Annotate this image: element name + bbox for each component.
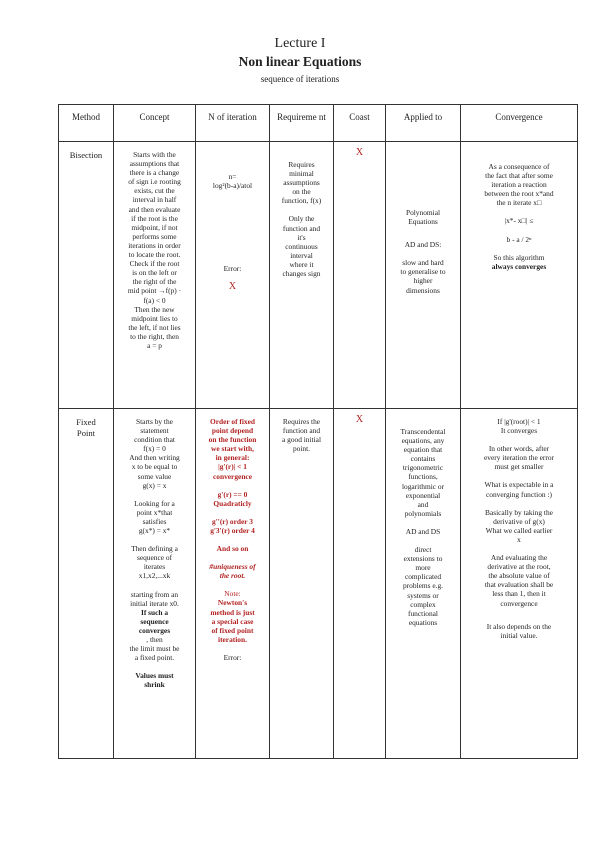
fixed-point-iterations-cell [196,409,270,759]
text-line: and [417,499,429,509]
fixed-point-convergence-a [464,417,574,435]
fixed-point-applied-c [389,545,457,627]
text-line: f(x) = 0 [143,444,166,454]
fixed-point-iter-e [199,562,266,580]
fixed-point-applied-b: AD and DS [405,526,441,536]
text-line: iteration. [218,634,247,644]
text-line: performs some [132,231,177,241]
text-line: if the root is the [131,213,178,223]
text-line: sequence [140,616,169,626]
text-line: where it [289,259,314,269]
bisection-concept-text [117,150,192,350]
column-header-coast: Coast [334,105,386,142]
text-line: mid point →f(p) · [127,286,182,296]
text-line: direct [414,545,432,555]
text-line: method is just [210,607,255,617]
text-line: g(x*) = x* [138,526,171,536]
text-line: systems or [407,590,439,600]
text-line: a = p [147,340,162,350]
text-line: the left, if not lies [128,322,181,332]
text-line: function and [282,426,321,436]
text-line: the right of the [132,277,177,287]
text-line: equations, any [401,436,445,446]
text-line: function and [282,223,321,233]
text-line: contains [410,454,436,464]
text-line: g'(r) == 0 [217,489,248,499]
page-subtitle: sequence of iterations [260,74,340,84]
bisection-coast-mark: X [355,147,364,158]
column-header-iterations: N of iteration [196,105,270,142]
text-line: Polynomial [405,208,441,217]
text-line: What is expectable in a [484,480,554,490]
text-line: functional [408,608,438,618]
text-line: If |g'(root)| < 1 [497,417,541,426]
text-line: condition that [134,435,175,445]
text-line: x to be equal to [131,462,178,472]
bisection-convergence-cell [461,142,578,409]
text-line: point depend [211,426,254,436]
bisection-requirement-b [273,214,330,278]
text-line: trigonometric [402,463,444,473]
text-line: If such a [140,607,169,617]
text-line: sequence of [136,553,173,563]
text-line: and then evaluate [128,204,181,214]
text-line: What we called earlier [485,525,553,535]
text-line: minimal [289,169,314,179]
text-line: to the right, then [130,331,179,341]
column-header-applied-to: Applied to [386,105,461,142]
text-line: Requires the [282,417,321,426]
text-line: convergence [213,471,252,481]
text-line: statement [140,426,169,436]
text-line: of fixed point [211,625,254,635]
text-line: derivative at the root, [487,562,551,572]
text-line: , then [146,634,163,644]
text-line: As a consequence of [488,162,550,171]
text-line: of sign i.e rooting [128,177,181,187]
text-line: Newton's [217,598,248,608]
fixed-point-concept-a [117,417,192,490]
text-line: iterations in order [128,240,181,250]
text-line: the absolute value of [488,571,550,581]
bisection-iterations-cell [196,142,270,409]
bisection-convergence-d: So this algorithm [493,252,545,262]
text-line: interval [290,250,313,260]
text-line: log²(b-a)/atol [212,181,253,191]
text-line: more [415,563,431,573]
text-line: extensions to [403,554,443,564]
fixed-point-convergence-f [464,622,574,640]
text-line: problems e.g. [402,581,444,591]
text-line: converging function :) [486,489,552,499]
text-line: point. [292,444,311,454]
bisection-convergence-b: |x*- x□| ≤ [504,216,534,226]
text-line: derivative of g(x) [493,516,545,526]
text-line: iterates [143,562,166,572]
text-line: functions, [408,472,438,482]
text-line: Then defining a [131,544,178,554]
text-line: starting from an [130,589,179,599]
bisection-error-mark: X [228,281,237,293]
column-header-method: Method [59,105,114,142]
text-line: It also depends on the [486,621,552,631]
fixed-point-convergence-c [464,480,574,498]
text-line: initial value. [500,630,538,640]
fixed-point-iter-d: And so on [216,544,249,554]
bisection-concept-cell [114,142,196,409]
text-line: midpoint, if not [131,222,178,232]
text-line: assumptions [283,178,320,188]
text-line: to generalise to [400,267,446,277]
text-line: complicated [404,572,442,582]
bisection-method-cell: Bisection [59,142,114,409]
text-line: iteration a reaction [491,180,547,190]
bisection-applied-c [389,258,457,294]
text-line: changes sign [282,269,321,279]
fixed-point-concept-d [117,590,192,608]
text-line: assumptions that [129,159,180,169]
text-line: interval in half [132,195,177,205]
bisection-convergence-e: always converges [491,261,547,271]
text-line: dimensions [406,285,440,295]
text-line: initial iterate x0. [130,598,179,608]
bisection-iterations-formula [199,172,266,190]
fixed-point-applied-a [389,427,457,518]
fixed-point-concept-f [117,635,192,662]
text-line: n= [228,172,237,181]
fixed-point-concept-e [117,608,192,635]
text-line: between the root x*and [484,189,554,199]
text-line: that evaluation shall be [484,580,554,590]
text-line: |g'(r)| < 1 [218,462,247,472]
fixed-point-convergence-e [464,553,574,608]
text-line: on the function [208,435,257,445]
table-row-fixed-point [59,409,578,759]
fixed-point-convergence-d [464,508,574,544]
text-line: It converges [500,426,538,436]
text-line: slow and hard [402,258,444,268]
text-line: Equations [408,217,438,227]
column-header-concept: Concept [114,105,196,142]
text-line: midpoint lies to [131,313,178,323]
text-line: And then writing [129,453,180,463]
bisection-applied-a [389,208,457,226]
fixed-point-concept-c [117,544,192,580]
fixed-point-iter-a [199,417,266,481]
bisection-convergence-a [464,162,574,207]
table-header-row [59,105,578,142]
fixed-point-requirement-cell [270,409,334,759]
text-line: x [517,534,521,544]
text-line: Quadraticly [213,498,252,508]
bisection-error-label: Error: [223,264,242,274]
text-line: function, f(x) [281,196,322,206]
fixed-point-iter-b [199,490,266,508]
text-line: Then the new [134,304,175,314]
text-line: to locate the root. [128,250,181,260]
text-line: x1,x2,...xk [138,571,171,581]
text-line: convergence [500,598,538,608]
text-line: Point [76,427,96,438]
text-line: equation that [403,445,443,455]
fixed-point-convergence-cell [461,409,578,759]
fixed-point-method-label [62,417,110,438]
text-line: Fixed [76,417,96,427]
text-line: exponential [405,490,441,500]
text-line: it's [297,232,306,242]
bisection-coast-cell [334,142,386,409]
text-line: converges [138,625,171,635]
page-title: Non linear Equations [238,54,362,69]
text-line: Requires [288,160,315,169]
text-line: point x*that [136,507,173,517]
text-line: g'3'(r) order 4 [210,525,255,535]
text-line: must get smaller [494,462,544,472]
text-line: the limit must be [129,644,180,654]
text-line: Values must [135,671,174,681]
text-line: some value [137,471,172,481]
fixed-point-convergence-b [464,444,574,471]
bisection-applied-b: AD and DS: [404,240,442,250]
text-line: a fixed point. [134,653,175,663]
text-line: Starts by the [136,417,173,426]
text-line: equations [408,617,438,627]
text-line: Order of fixed [209,417,256,426]
text-line: less than 1, then it [492,589,546,599]
text-line: on the [292,187,311,197]
text-line: And evaluating the [490,553,548,563]
fixed-point-requirement [273,417,330,453]
text-line: exists, cut the [134,186,175,196]
text-line: #uniqueness of [209,562,256,572]
fixed-point-concept-b [117,499,192,535]
text-line: Only the [288,214,315,224]
text-line: shrink [144,680,165,690]
fixed-point-iter-f: Note: [224,589,241,599]
text-line: is on the left or [132,268,177,278]
text-line: f(a) < 0 [143,295,166,305]
fixed-point-coast-cell [334,409,386,759]
fixed-point-iter-g [199,598,266,643]
bisection-requirement-a [273,160,330,205]
text-line: higher [413,276,433,286]
text-line: polynomials [404,508,442,518]
text-line: Transcendental [400,427,446,436]
text-line: every iteration the error [484,453,554,463]
text-line: Check if the root [129,259,180,269]
fixed-point-concept-g [117,671,192,689]
text-line: logarithmic or [401,481,445,491]
text-line: complex [410,599,436,609]
text-line: the root. [219,571,246,581]
text-line: the fact that after some [485,171,553,181]
bisection-requirement-cell [270,142,334,409]
fixed-point-iter-c [199,517,266,535]
fixed-point-method-cell [59,409,114,759]
text-line: g''(r) order 3 [212,516,253,526]
bisection-applied-cell [386,142,461,409]
fixed-point-concept-cell [114,409,196,759]
text-line: in general: [215,453,250,463]
comparison-table [58,104,578,759]
text-line: Starts with the [133,150,176,159]
fixed-point-coast-mark: X [355,414,364,425]
lecture-label: Lecture I [274,36,326,51]
text-line: there is a change [129,168,180,178]
text-line: the n iterate x□ [496,198,542,208]
table-row-bisection [59,142,578,409]
column-header-requirement: Requireme nt [270,105,334,142]
fixed-point-applied-cell [386,409,461,759]
text-line: g(x) = x [142,480,167,490]
text-line: a special case [211,616,254,626]
text-line: continuous [285,241,318,251]
text-line: satisfies [142,516,167,526]
text-line: Basically by taking the [485,507,553,517]
text-line: In other words, after [488,444,550,454]
fixed-point-error-label: Error: [223,652,242,662]
text-line: a good initial [282,435,321,445]
text-line: we start with, [211,444,254,454]
column-header-convergence: Convergence [461,105,578,142]
text-line: Looking for a [134,498,175,508]
bisection-convergence-c: b - a / 2ⁿ [506,234,532,244]
